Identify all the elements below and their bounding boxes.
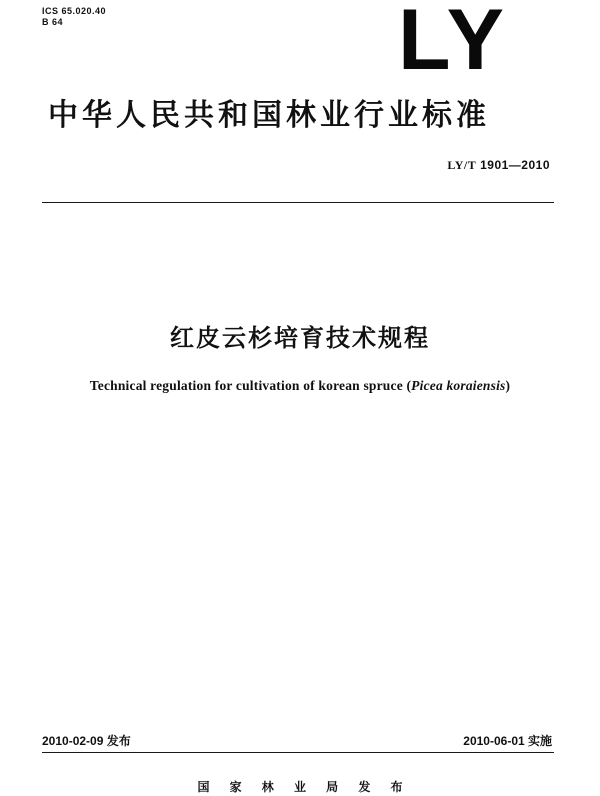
ics-code: ICS 65.020.40	[42, 6, 107, 16]
title-en-close-paren: )	[505, 378, 511, 393]
standard-number-value: 1901—2010	[480, 158, 550, 172]
title-en-latin: Picea koraiensis	[411, 378, 506, 393]
document-title-cn: 红皮云杉培育技术规程	[170, 324, 430, 352]
classification-codes	[42, 6, 106, 28]
publisher-line	[0, 778, 600, 795]
org-title: 中华人民共和国林业行业标准	[48, 98, 490, 133]
standard-logo: LY	[398, 0, 508, 88]
publisher-name: 国 家 林 业 局	[197, 780, 339, 794]
title-en-main: Technical regulation for cultivation of korean spruce	[89, 378, 403, 393]
header-divider	[42, 202, 554, 203]
implementation-date: 2010-06-01 实施	[463, 734, 552, 748]
title-en-open-paren: (	[406, 378, 412, 393]
publisher-action: 发 布	[358, 780, 403, 794]
standard-number-prefix: LY/T	[447, 158, 477, 172]
issue-date: 2010-02-09 发布	[42, 734, 131, 748]
ccs-code: B 64	[42, 17, 64, 27]
document-title-en	[0, 378, 600, 394]
footer-divider	[42, 752, 554, 753]
standard-number	[390, 158, 550, 173]
